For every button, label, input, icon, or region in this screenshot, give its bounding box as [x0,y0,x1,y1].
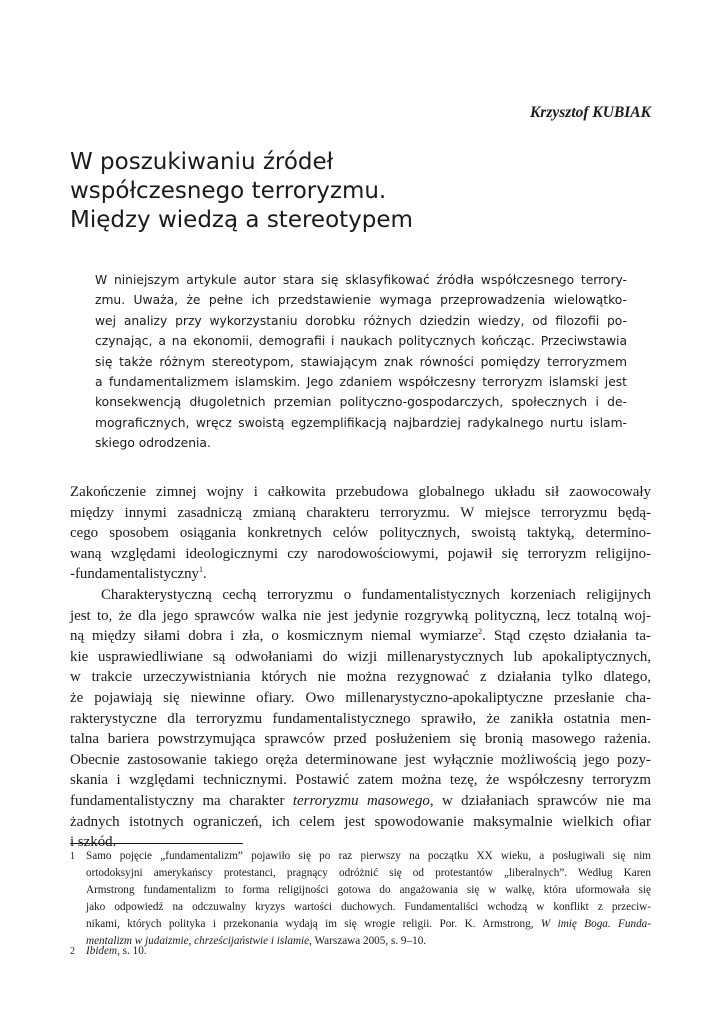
footnote-ref[interactable]: 1 [199,565,204,575]
abstract-line: wej analizy przy wykorzystaniu dorobku różnych dziedzin wiedzy, od filozofii po- [95,313,627,328]
book-title: mentalizm w judaizmie, chrześcijaństwie i islamie [86,935,310,948]
book-title: W imię Boga. Funda- [540,918,651,931]
abstract-line: a fundamentalizmem islamskim. Jego zdaniem współczesny terroryzm islamski jest [95,375,627,390]
emphasis-term: terroryzmu masowego [292,792,430,809]
footnote-line-text: nikami, których polityka i przekonania wydają im się wrogie religii. Por. K. Armstrong, [86,918,541,931]
body-line: Obecnie zastosowanie takiego oręża determinowane jest wyłącznie możliwością jego pozy- [70,751,651,768]
abstract-line: W niniejszym artykule autor stara się sklasyfikować źródła współczesnego terrory- [95,273,627,287]
body-line [70,626,651,647]
body-line-text: . Stąd często działania ta- [482,628,651,645]
body-line-text: -fundamentalistyczny [70,566,200,583]
footnote-line-text: , s. 10. [117,945,147,957]
body-line: kie usprawiedliwiane są odwołaniami do wizji millenarystycznych lub apokaliptycznych, [70,648,651,665]
title-line: współczesnego terroryzmu. [70,178,387,204]
footnote-line: Samo pojęcie „fundamentalizm” pojawiło się po raz pierwszy na początku XX wieku, a posługiwali się nim [86,850,651,862]
footnote-1 [70,848,651,951]
abstract-line: czynając, a na ekonomii, demografii i naukach politycznych kończąc. Przeciwstawia [95,334,627,349]
body-line-text: , w działaniach sprawców nie ma [429,792,651,809]
footnote-line [86,943,651,960]
body-line-text: ną między siłami dobra i zła, o kosmicznym niemal wymiarze [70,628,479,645]
abstract-line: się także różnym stereotypom, stawiającym znak równości pomiędzy terroryzmem [95,354,627,369]
article-title [70,148,670,235]
body-line: jest to, że dla jego sprawców walka nie jest jedynie rozgrywką polityczną, lecz totalną woj- [70,607,651,624]
body-line: skania i względami technicznymi. Postawić zatem można tezę, że współczesny terroryzm [70,772,651,789]
body-line [70,791,651,812]
abstract-line: konsekwencją długoletnich przemian polityczno-gospodarczych, społecznych i de- [95,395,627,410]
article-body [70,482,651,853]
footnote-line-text: , Warszawa 2005, s. 9–10. [309,935,427,948]
footnote-number: 1 [70,851,75,862]
title-line: Między wiedzą a stereotypem [70,207,413,233]
body-line-text: fundamentalistyczny ma charakter [70,792,293,809]
body-line: w trakcie urzeczywistniania których nie można rezygnować z działania tylko dlatego, [70,669,651,686]
footnote-separator [70,843,243,844]
abstract-line: skiego odrodzenia. [95,436,211,451]
body-line: rakterystyczne dla terroryzmu fundamentalistycznego sprawiło, że zanikła ostatnia men- [70,710,651,727]
footnote-line: Armstrong fundamentalizm to forma religijności gotowa do angażowania się w walkę, która uformowała się [86,884,651,897]
body-line: waną względami ideologicznymi czy narodowościowymi, pojawił się terroryzm religijno- [70,545,651,562]
footnote-text [86,943,651,960]
footnote-line [86,916,651,933]
body-line: Zakończenie zimnej wojny i całkowita przebudowa globalnego układu sił zaowocowały [70,484,651,500]
abstract-line: zmu. Uważa, że pełne ich przedstawienie wymaga przeprowadzenia wielowątko- [95,293,627,308]
footnote-text [86,848,651,951]
author-name: Krzysztof KUBIAK [529,104,651,121]
footnote-line: jako odpowiedź na odczuwalny kryzys wartości duchowych. Fundamentaliści wchodzą w konflikt z przeciw- [86,901,651,914]
body-line: talna bariera powstrzymująca sprawców przed posłużeniem się bronią masowego rażenia. [70,731,651,748]
abstract-line: mograficznych, wręcz swoistą egzemplifikacją najbardziej radykalnego nurtu islam- [95,415,627,430]
footnote-2 [70,943,651,960]
body-line: Charakterystyczną cechą terroryzmu o fundamentalistycznych korzeniach religijnych [101,586,651,603]
footnote-ref[interactable]: 2 [478,627,483,637]
body-line: -fundamentalistyczny$^1$. [70,565,207,583]
body-line: że pojawiają się niewinne ofiary. Owo millenarystyczno-apokaliptyczne przesłanie cha- [70,689,651,706]
body-line: między innymi zasadniczą zmianą charakteru terroryzmu. W miejsce terroryzmu będą- [70,504,651,521]
body-line: cego sposobem osiągania konkretnych celów politycznych, swoistą taktyką, determino- [70,525,651,542]
body-line: żadnych istotnych ograniczeń, ich celem jest spowodowanie maksymalnie wielkich ofiar [70,813,651,830]
footnote-number: 2 [70,946,75,957]
abstract [95,270,627,454]
footnote-line: ortodoksyjni amerykańscy protestanci, pragnący odróżnić się od protestantów „liberalnych”. Według Karen [86,867,651,880]
body-line: i szkód. [70,834,117,851]
ibidem-term: Ibidem [86,945,118,957]
title-line: W poszukiwaniu źródeł [70,149,334,175]
